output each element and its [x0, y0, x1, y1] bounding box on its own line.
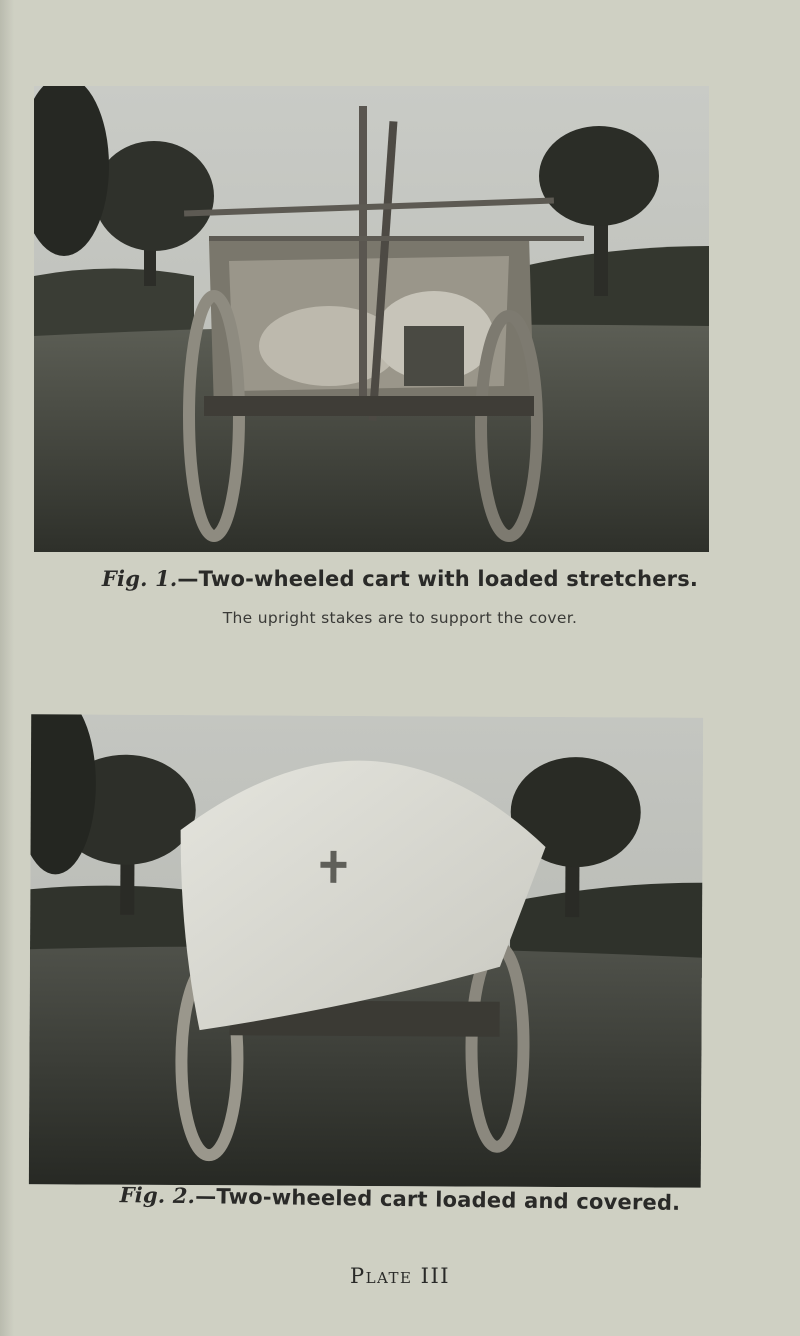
figure-1-caption — [0, 566, 800, 591]
figure-2-caption-text: —Two-wheeled cart loaded and covered. — [195, 1184, 681, 1215]
covered-cart-image — [29, 714, 703, 1188]
figure-1-caption-text: —Two-wheeled cart with loaded stretchers. — [177, 567, 699, 591]
figure-1-label: Fig. 1. — [101, 566, 178, 591]
figure-1-subcaption: The upright stakes are to support the cover. — [222, 609, 578, 627]
plate-number: Plate III — [349, 1264, 451, 1288]
cart-with-stretchers-image — [34, 86, 709, 552]
figure-1-photo — [34, 86, 709, 552]
page-binding-shadow — [0, 0, 14, 1336]
figure-2-label: Fig. 2. — [119, 1182, 196, 1209]
figure-2-photo — [29, 714, 703, 1188]
